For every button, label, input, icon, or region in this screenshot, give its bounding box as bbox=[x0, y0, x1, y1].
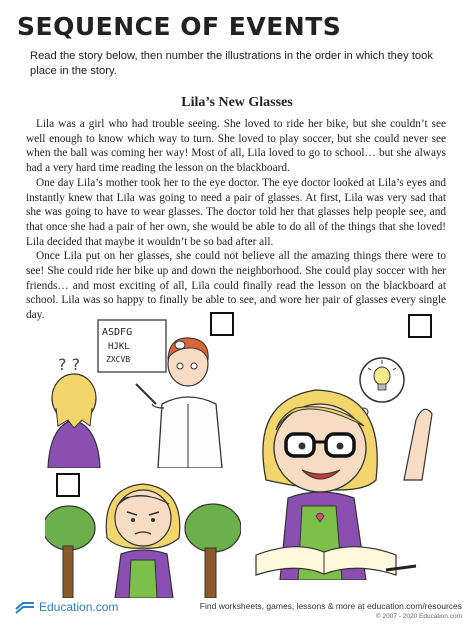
story-text bbox=[26, 117, 446, 323]
copyright: © 2007 - 2020 Education.com bbox=[375, 613, 462, 620]
eye-chart-row-3: ZXCVB bbox=[106, 355, 131, 364]
page-title: SEQUENCE OF EVENTS bbox=[17, 12, 342, 41]
brand-name: Education.com bbox=[39, 600, 119, 614]
eye-chart-row-2: HJKL bbox=[108, 342, 130, 352]
eye-chart-row-1: ASDFG bbox=[102, 327, 133, 338]
eye-doctor-illustration bbox=[28, 308, 238, 468]
story-title: Lila’s New Glasses bbox=[181, 95, 293, 110]
story-paragraph-2: One day Lila’s mother took her to the eye doctor. The eye doctor looked at Lila’s eyes and instantly knew that Lila was going to need a pair of glasses. At first, Lila was very sad that she was going to have to wear glasses. The doctor told her that glasses help people see, and that once she had a pair of her own, she would be able to do all of the things that she loved! Lila decided that maybe it wouldn’t be so bad after all. bbox=[26, 176, 446, 248]
footer-link-text: Find worksheets, games, lessons & more at education.com/resources bbox=[199, 601, 462, 611]
instructions: Read the story below, then number the illustrations in the order in which they took place in the story. bbox=[30, 50, 433, 77]
order-box-1[interactable] bbox=[210, 312, 234, 336]
education-logo-icon bbox=[14, 599, 36, 615]
education-logo[interactable] bbox=[14, 599, 118, 615]
story-paragraph-3: Once Lila put on her glasses, she could not believe all the amazing things there were to see! She could ride her bike up and down the neighborhood. She could play soccer with her friends… and most exciting of all, Lila could finally read the lesson on the blackboard at school. Lila was so happy to finally be able to see, and wore her pair of glasses every single day. bbox=[26, 250, 446, 322]
order-box-3[interactable] bbox=[56, 473, 80, 497]
question-marks: ? ? bbox=[58, 355, 81, 374]
footer-info bbox=[200, 601, 462, 620]
school-girl-illustration bbox=[236, 330, 451, 580]
order-box-2[interactable] bbox=[408, 314, 432, 338]
story-paragraph-1: Lila was a girl who had trouble seeing. She loved to ride her bike, but she couldn’t see well enough to know which way to turn. She loved to play soccer, but she could never see when the ball was coming her way! Most of all, Lila loved to go to school… but she always had a very hard time reading the lesson on the blackboard. bbox=[26, 118, 446, 175]
